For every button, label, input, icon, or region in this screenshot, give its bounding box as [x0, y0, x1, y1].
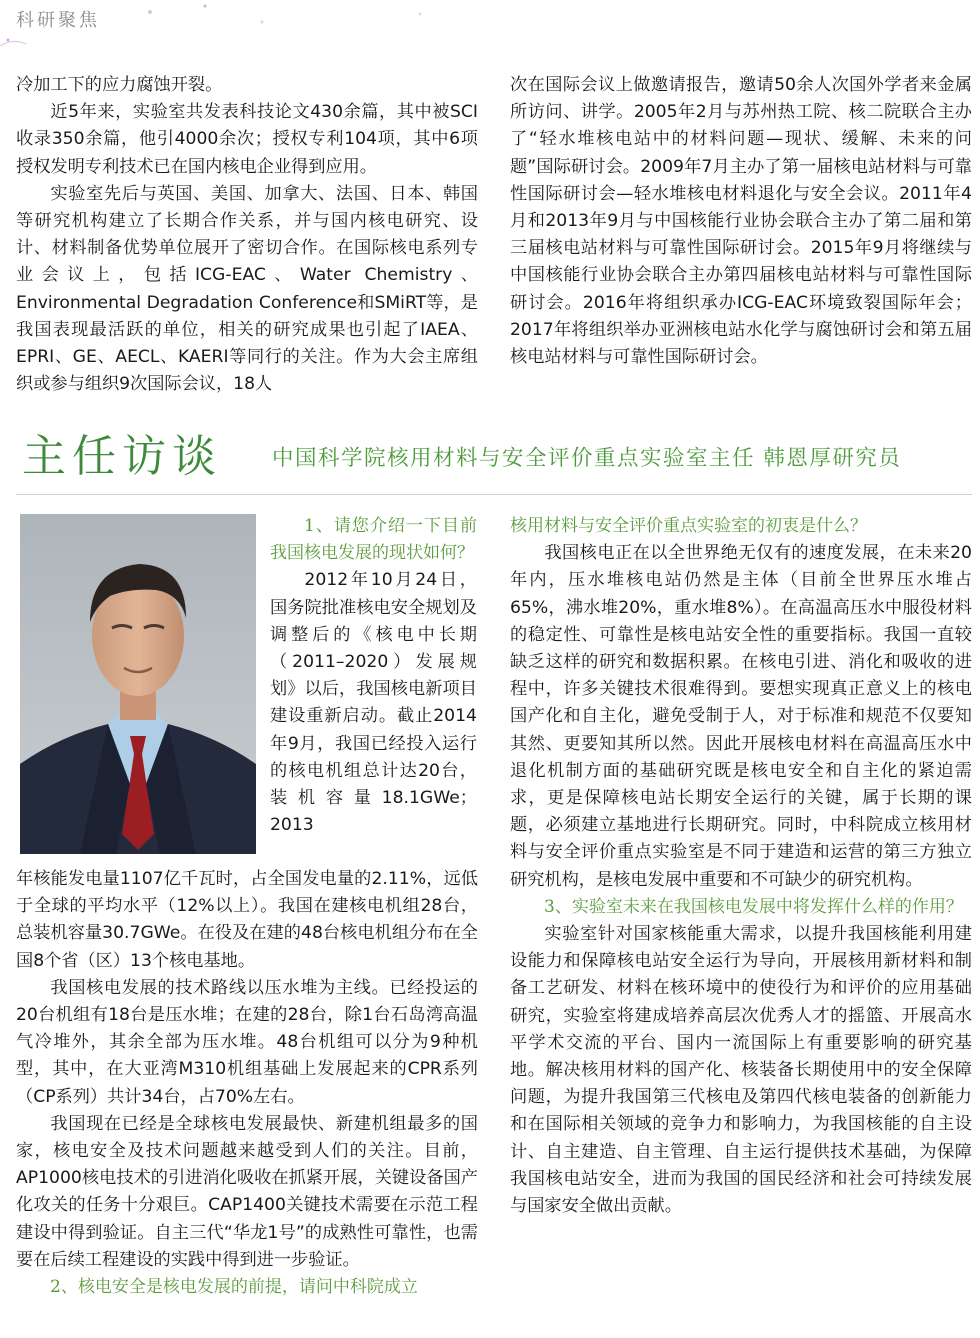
- paragraph: 次在国际会议上做邀请报告，邀请50余人次国外学者来金属所访问、讲学。2005年2月与苏州热工院、核二院联合主办了“轻水堆核电站中的材料问题—现状、缓解、未来的问题”国际研讨会。2009年7月主办了第一届核电站材料与可靠性国际研讨会—轻水堆核电材料退化与安全会议。2011年4月和2013年9月与中国核能行业协会联合主办了第二届和第三届核电站材料与可靠性国际研讨会。2015年9月将继续与中国核能行业协会联合主办第四届核电站材料与可靠性国际研讨会。2016年将组织承办ICG-EAC环境致裂国际年会；2017年将组织举办亚洲核电站水化学与腐蚀研讨会和第五届核电站材料与可靠性国际研讨会。: [510, 75, 972, 368]
- section-subtitle: 中国科学院核用材料与安全评价重点实验室主任 韩恩厚研究员: [272, 446, 902, 471]
- header-decoration: [0, 0, 980, 60]
- intro-column: [270, 513, 477, 839]
- answer-1-paragraph: 2012年10月24日，国务院批准核电安全规划及调整后的《核电中长期（2011–2020）发展规划》以后，我国核电新项目建设重新启动。截止2014年9月，我国已经投入运行的核电机组总计达20台，装机容量18.1GWe；2013: [270, 570, 477, 836]
- section-header-label: 科研聚焦: [16, 10, 100, 31]
- bottom-left-column: [16, 866, 478, 1301]
- paragraph: 我国现在已经是全球核电发展最快、新建机组最多的国家，核电安全及技术问题越来越受到人们的关注。目前，AP1000核电技术的引进消化吸收在抓紧开展，关键设备国产化攻关的任务十分艰巨。CAP1400关键技术需要在示范工程建设中得到验证。自主三代“华龙1号”的成熟性可靠性，也需要在后续工程建设的实践中得到进一步验证。: [16, 1113, 478, 1270]
- question-heading: 2、核电安全是核电发展的前提，请问中科院成立: [50, 1277, 418, 1298]
- paragraph: 实验室针对国家核能重大需求，以提升我国核能利用建设能力和保障核电站安全运行为导向，开展核用新材料和制备工艺研发、材料在核环境中的使役行为和评价的应用基础研究，实验室将建成培养高层次优秀人才的摇篮、开展高水平学术交流的平台、国内一流国际上有重要影响的研究基地。解决核用材料的国产化、核装备长期使用中的安全保障问题，为提升我国第三代核电及第四代核电装备的创新能力和在国际相关领域的竞争力和影响力，为我国核能的自主设计、自主建造、自主管理、自主运行提供技术基础，为保障我国核电站安全，进而为我国的国民经济和社会可持续发展与国家安全做出贡献。: [510, 924, 972, 1217]
- paragraph: 我国核电发展的技术路线以压水堆为主线。已经投运的20台机组有18台是压水堆；在建的28台，除1台石岛湾高温气冷堆外，其余全部为压水堆。48台机组可以分为9种机型，其中，在大亚湾M310机组基础上发展起来的CPR系列（CP系列）共计34台，占70%左右。: [16, 977, 478, 1107]
- paragraph: 我国核电正在以全世界绝无仅有的速度发展，在未来20年内，压水堆核电站仍然是主体（目前全世界压水堆占65%，沸水堆20%，重水堆8%）。在高温高压水中服役材料的稳定性、可靠性是核电站安全性的重要指标。我国一直较缺乏这样的研究和数据积累。在核电引进、消化和吸收的进程中，许多关键技术很难得到。要想实现真正意义上的核电国产化和自主化，避免受制于人，对于标准和规范不仅要知其然、更要知其所以然。因此开展核电材料在高温高压水中退化机制方面的基础研究既是核电安全和自主化的紧迫需求，更是保障核电站长期安全运行的关键，属于长期的课题，必须建立基地进行长期研究。同时，中科院成立核用材料与安全评价重点实验室是不同于建造和运营的第三方独立研究机构，是核电发展中重要和不可缺少的研究机构。: [510, 543, 972, 890]
- section-title: 主任访谈: [22, 431, 222, 482]
- paragraph: 实验室先后与英国、美国、加拿大、法国、日本、韩国等研究机构建立了长期合作关系，并与国内核电研究、设计、材料制备优势单位展开了密切合作。在国际核电系列专业会议上，包括ICG-EAC、Water Chemistry、Environmental Degradation Conference和SMiRT等，是我国表现最活跃的单位，相关的研究成果也引起了IAEA、EPRI、GE、AECL、KAERI等同行的关注。作为大会主席组织或参与组织9次国际会议，18人: [16, 183, 478, 395]
- question-heading: 3、实验室未来在我国核电发展中将发挥什么样的作用？: [544, 896, 963, 917]
- top-left-column: [16, 72, 478, 398]
- section-divider: [16, 494, 972, 495]
- bottom-right-column: [510, 513, 972, 1220]
- question-heading: 核用材料与安全评价重点实验室的初衷是什么？: [510, 516, 867, 536]
- question-1: 1、请您介绍一下目前我国核电发展的现状如何？: [270, 516, 477, 564]
- portrait-photo: [20, 514, 256, 854]
- paragraph: 年核能发电量1107亿千瓦时，占全国发电量的2.11%，远低于全球的平均水平（12%以上）。我国在建核电机组28台，总装机容量30.7GWe。在役及在建的48台核电机组分布在全国8个省（区）13个核电基地。: [16, 869, 478, 971]
- top-right-column: [510, 72, 972, 371]
- paragraph: 冷加工下的应力腐蚀开裂。: [16, 75, 223, 95]
- paragraph: 近5年来，实验室共发表科技论文430余篇，其中被SCI收录350余篇，他引4000余次；授权专利104项，其中6项授权发明专利技术已在国内核电企业得到应用。: [16, 102, 478, 177]
